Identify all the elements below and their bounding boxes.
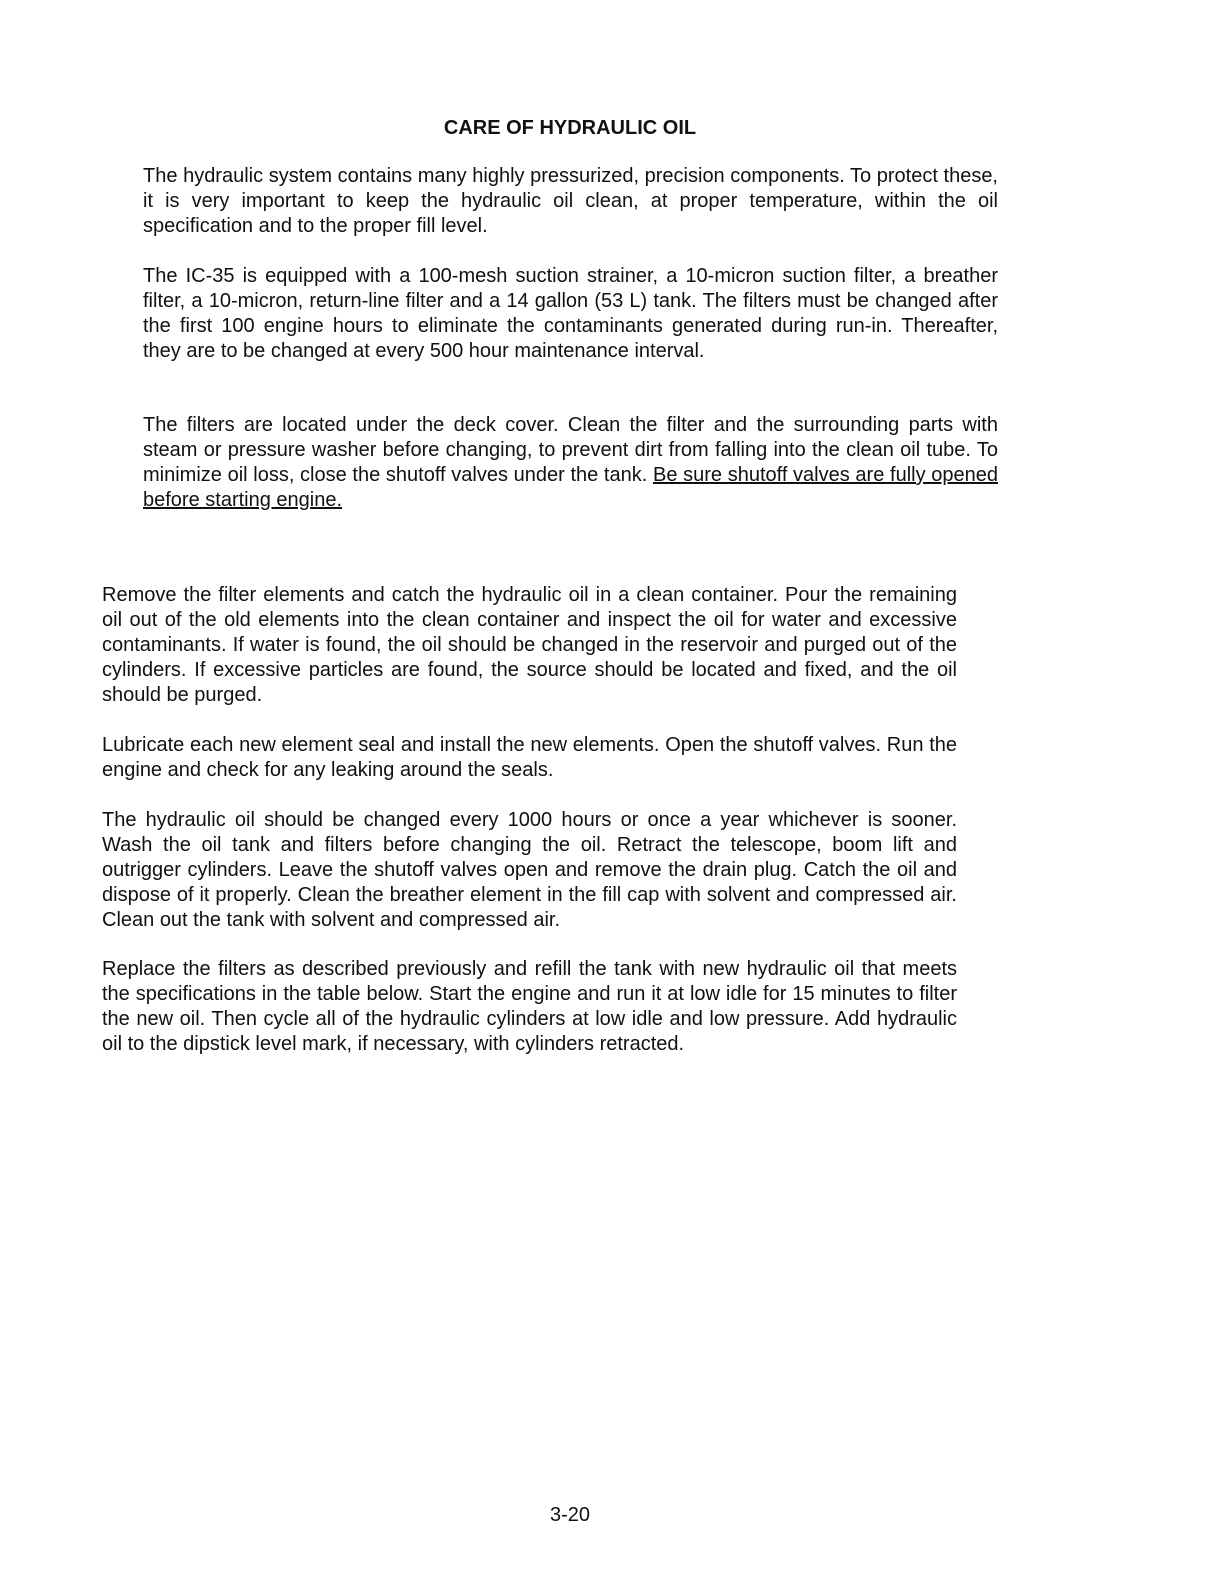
page-number: 3-20 [549,1504,591,1526]
paragraph-oil-change-interval: The hydraulic oil should be changed every 1000 hours or once a year whichever is sooner. Wash the oil tank and filters before changing the oil. Retract the telescope, boom lift and outrigger cylinders. Leave the shutoff valves open and remove the drain plug. Catch the oil and dispose of it properly. Clean the breather element in the fill cap with solvent and compressed air. Clean out the tank with solvent and compressed air. [102,809,957,931]
paragraph-system-overview: The hydraulic system contains many highly pressurized, precision components. To protect these, it is very important to keep the hydraulic oil clean, at proper temperature, within the oil specification and to the proper fill level. [143,165,998,237]
shutoff-valve-warning: Be sure shutoff valves are fully opened before starting engine. [143,464,998,511]
paragraph-refill-tank: Replace the filters as described previously and refill the tank with new hydraulic oil that meets the specifications in the table below. Start the engine and run it at low idle for 15 minutes to filter the new oil. Then cycle all of the hydraulic cylinders at low idle and low pressure. Add hydraulic oil to the dipstick level mark, if necessary, with cylinders retracted. [102,958,957,1055]
paragraph-remove-elements: Remove the filter elements and catch the hydraulic oil in a clean container. Pour the remaining oil out of the old elements into the clean container and inspect the oil for water and excessive contaminants. If water is found, the oil should be changed in the reservoir and purged out of the cylinders. If excessive particles are found, the source should be located and fixed, and the oil should be purged. [102,584,957,706]
paragraph-filter-equipment: The IC-35 is equipped with a 100-mesh suction strainer, a 10-micron suction filter, a breather filter, a 10-micron, return-line filter and a 14 gallon (53 L) tank. The filters must be changed after the first 100 engine hours to eliminate the contaminants generated during run-in. Thereafter, they are to be changed at every 500 hour maintenance interval. [143,265,998,362]
page-title: CARE OF HYDRAULIC OIL [443,117,697,139]
filter-location-text: The filters are located under the deck cover. Clean the filter and the surrounding parts with steam or pressure washer before changing, to prevent dirt from falling into the clean oil tube. To minimize oil loss, close the shutoff valves under the tank. [143,414,998,486]
paragraph-lubricate-seals: Lubricate each new element seal and install the new elements. Open the shutoff valves. Run the engine and check for any leaking around the seals. [102,734,957,781]
paragraph-filter-location [143,413,998,513]
